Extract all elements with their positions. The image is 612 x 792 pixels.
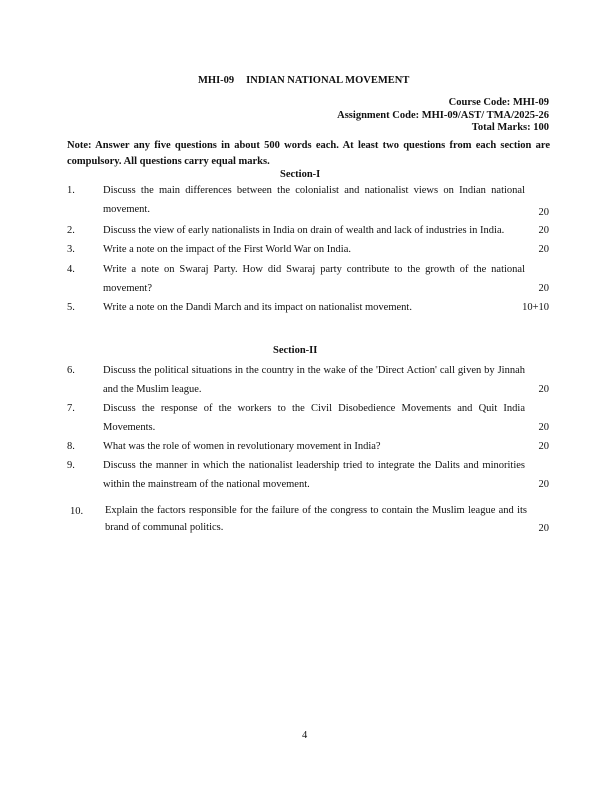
question-marks: 20	[538, 244, 549, 255]
question-text: Write a note on the Dandi March and its impact on nationalist movement.	[103, 302, 412, 313]
question-marks: 20	[538, 441, 549, 452]
question-text: Write a note on the impact of the First World War on India.	[103, 244, 351, 255]
question-text: Write a note on Swaraj Party. How did Swaraj party contribute to the growth of the national movement?	[103, 264, 525, 294]
question-marks: 20	[538, 207, 549, 218]
course-code: Course Code: MHI-09	[448, 97, 549, 108]
question-text: Discuss the view of early nationalists in India on drain of wealth and lack of industries in India.	[103, 225, 505, 236]
question-text: Discuss the political situations in the country in the wake of the 'Direct Action' call given by Jinnah and the Muslim league.	[103, 365, 525, 395]
question-text: Discuss the manner in which the nationalist leadership tried to integrate the Dalits and minorities within the mainstream of the national movement.	[103, 460, 525, 490]
course-title: INDIAN NATIONAL MOVEMENT	[246, 75, 410, 86]
question-number: 3.	[67, 244, 75, 255]
question-number: 1.	[67, 185, 75, 196]
question-marks: 10+10	[522, 302, 549, 313]
section-heading: Section-I	[280, 169, 321, 180]
page-number: 4	[302, 730, 308, 741]
question-text: Explain the factors responsible for the failure of the congress to contain the Muslim league and its brand of communal politics.	[105, 505, 527, 533]
question-marks: 20	[538, 283, 549, 294]
question-marks: 20	[538, 523, 549, 534]
question-number: 9.	[67, 460, 75, 471]
question-number: 7.	[67, 403, 75, 414]
question-number: 10.	[70, 506, 84, 517]
instructions-note: Note: Answer any five questions in about 500 words each. At least two questions from each section are compulsory. All questions carry equal marks.	[67, 140, 550, 167]
total-marks: Total Marks: 100	[471, 122, 549, 133]
question-number: 6.	[67, 365, 75, 376]
assignment-code: Assignment Code: MHI-09/AST/ TMA/2025-26	[337, 110, 549, 121]
question-marks: 20	[538, 479, 549, 490]
question-marks: 20	[538, 384, 549, 395]
section-heading: Section-II	[273, 345, 318, 356]
question-text: Discuss the response of the workers to the Civil Disobedience Movements and Quit India Movements.	[103, 403, 525, 433]
question-number: 5.	[67, 302, 75, 313]
question-number: 2.	[67, 225, 75, 236]
question-number: 4.	[67, 264, 75, 275]
question-text: What was the role of women in revolutionary movement in India?	[103, 441, 381, 452]
question-text: Discuss the main differences between the colonialist and nationalist views on Indian national movement.	[103, 185, 525, 215]
question-marks: 20	[538, 422, 549, 433]
document-title	[198, 75, 409, 86]
course-id: MHI-09	[198, 75, 235, 86]
question-marks: 20	[538, 225, 549, 236]
question-number: 8.	[67, 441, 75, 452]
